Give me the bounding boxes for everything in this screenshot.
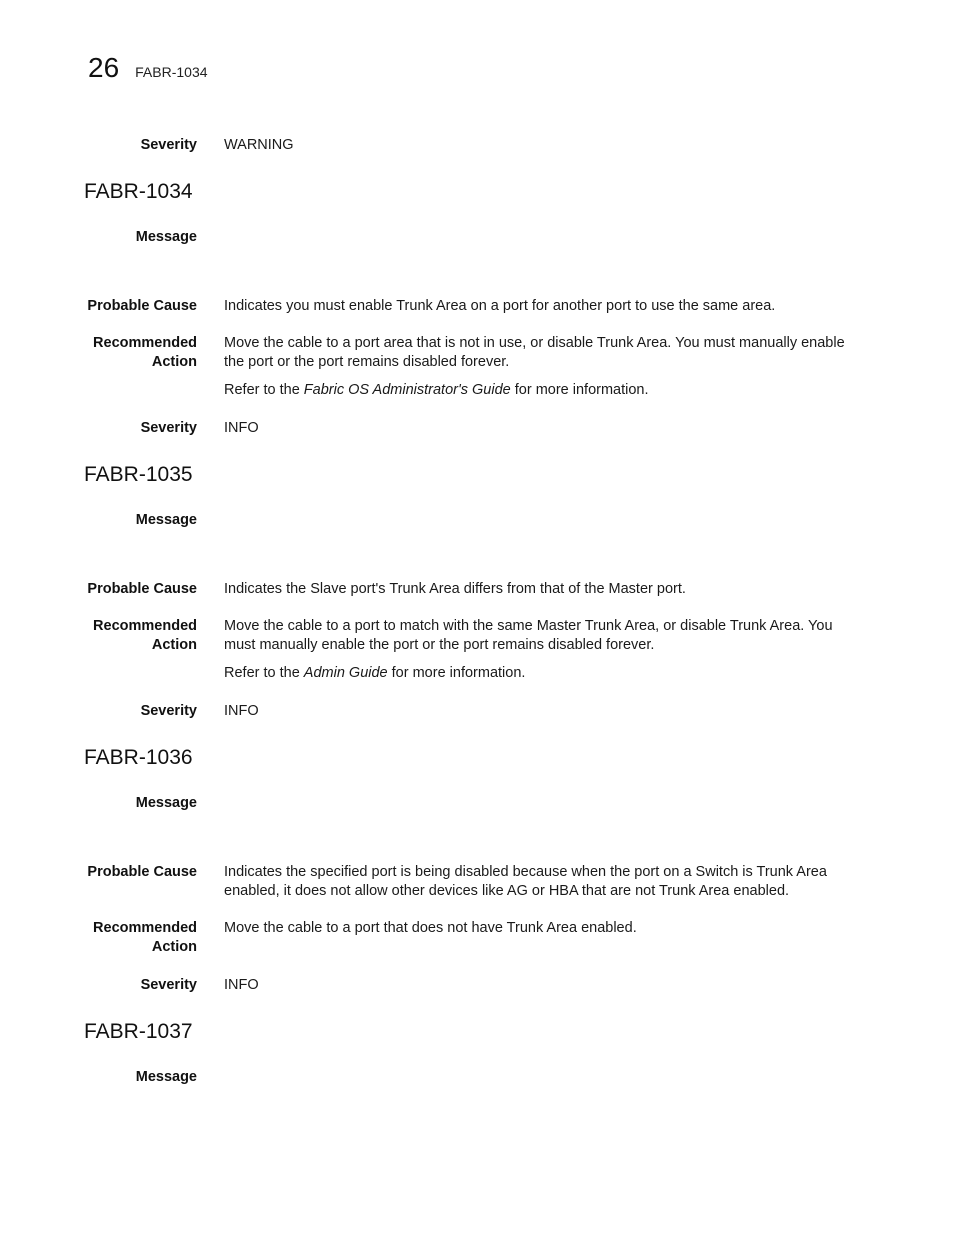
recommended-label-line1: Recommended — [93, 618, 197, 634]
chapter-number: 26 — [88, 52, 120, 83]
message-label: Message — [135, 229, 197, 245]
probable-cause-label: Probable Cause — [87, 298, 197, 314]
refer-prefix: Refer to the — [224, 382, 304, 398]
recommended-action-paragraph: Move the cable to a port to match with the same Master Trunk Area, or disable Trunk Area. You must manually enable the port or the port remains disabled forever. — [224, 618, 833, 653]
recommended-label-line2: Action — [151, 637, 197, 653]
probable-cause-label: Probable Cause — [87, 581, 197, 597]
severity-value: INFO — [224, 977, 259, 993]
page-header — [88, 52, 208, 84]
recommended-action-text — [224, 617, 864, 683]
probable-cause-text: Indicates the Slave port's Trunk Area differs from that of the Master port. — [224, 581, 686, 597]
refer-suffix: for more information. — [387, 665, 526, 681]
severity-label: Severity — [140, 703, 197, 719]
recommended-label-line2: Action — [151, 939, 197, 955]
recommended-action-label — [93, 919, 197, 957]
recommended-action-paragraph: Move the cable to a port that does not have Trunk Area enabled. — [224, 920, 637, 936]
section-title-fabr-1036: FABR-1036 — [84, 746, 193, 769]
message-label: Message — [135, 512, 197, 528]
recommended-label-line1: Recommended — [93, 920, 197, 936]
severity-value: INFO — [224, 420, 259, 436]
severity-label: Severity — [140, 977, 197, 993]
running-title: FABR-1034 — [135, 64, 208, 80]
message-label: Message — [135, 1069, 197, 1085]
refer-paragraph — [224, 664, 864, 683]
refer-prefix: Refer to the — [224, 665, 304, 681]
severity-label: Severity — [140, 137, 197, 153]
guide-title: Fabric OS Administrator's Guide — [303, 382, 511, 398]
recommended-label-line2: Action — [151, 354, 197, 370]
probable-cause-label: Probable Cause — [87, 864, 197, 880]
section-title-fabr-1034: FABR-1034 — [84, 180, 193, 203]
severity-value: INFO — [224, 703, 259, 719]
section-title-fabr-1037: FABR-1037 — [84, 1020, 193, 1043]
probable-cause-text: Indicates the specified port is being disabled because when the port on a Switch is Trunk Area enabled, it does not allow other devices like AG or HBA that are not Trunk Area enabled. — [224, 864, 827, 899]
recommended-label-line1: Recommended — [93, 335, 197, 351]
recommended-action-label — [93, 334, 197, 372]
recommended-action-label — [93, 617, 197, 655]
severity-value: WARNING — [224, 137, 294, 153]
recommended-action-paragraph: Move the cable to a port area that is not in use, or disable Trunk Area. You must manually enable the port or the port remains disabled forever. — [224, 335, 845, 370]
severity-label: Severity — [140, 420, 197, 436]
recommended-action-text — [224, 919, 864, 938]
guide-title: Admin Guide — [303, 665, 388, 681]
message-label: Message — [135, 795, 197, 811]
probable-cause-text: Indicates you must enable Trunk Area on a port for another port to use the same area. — [224, 298, 776, 314]
refer-paragraph — [224, 381, 864, 400]
recommended-action-text — [224, 334, 864, 400]
section-title-fabr-1035: FABR-1035 — [84, 463, 193, 486]
refer-suffix: for more information. — [510, 382, 649, 398]
